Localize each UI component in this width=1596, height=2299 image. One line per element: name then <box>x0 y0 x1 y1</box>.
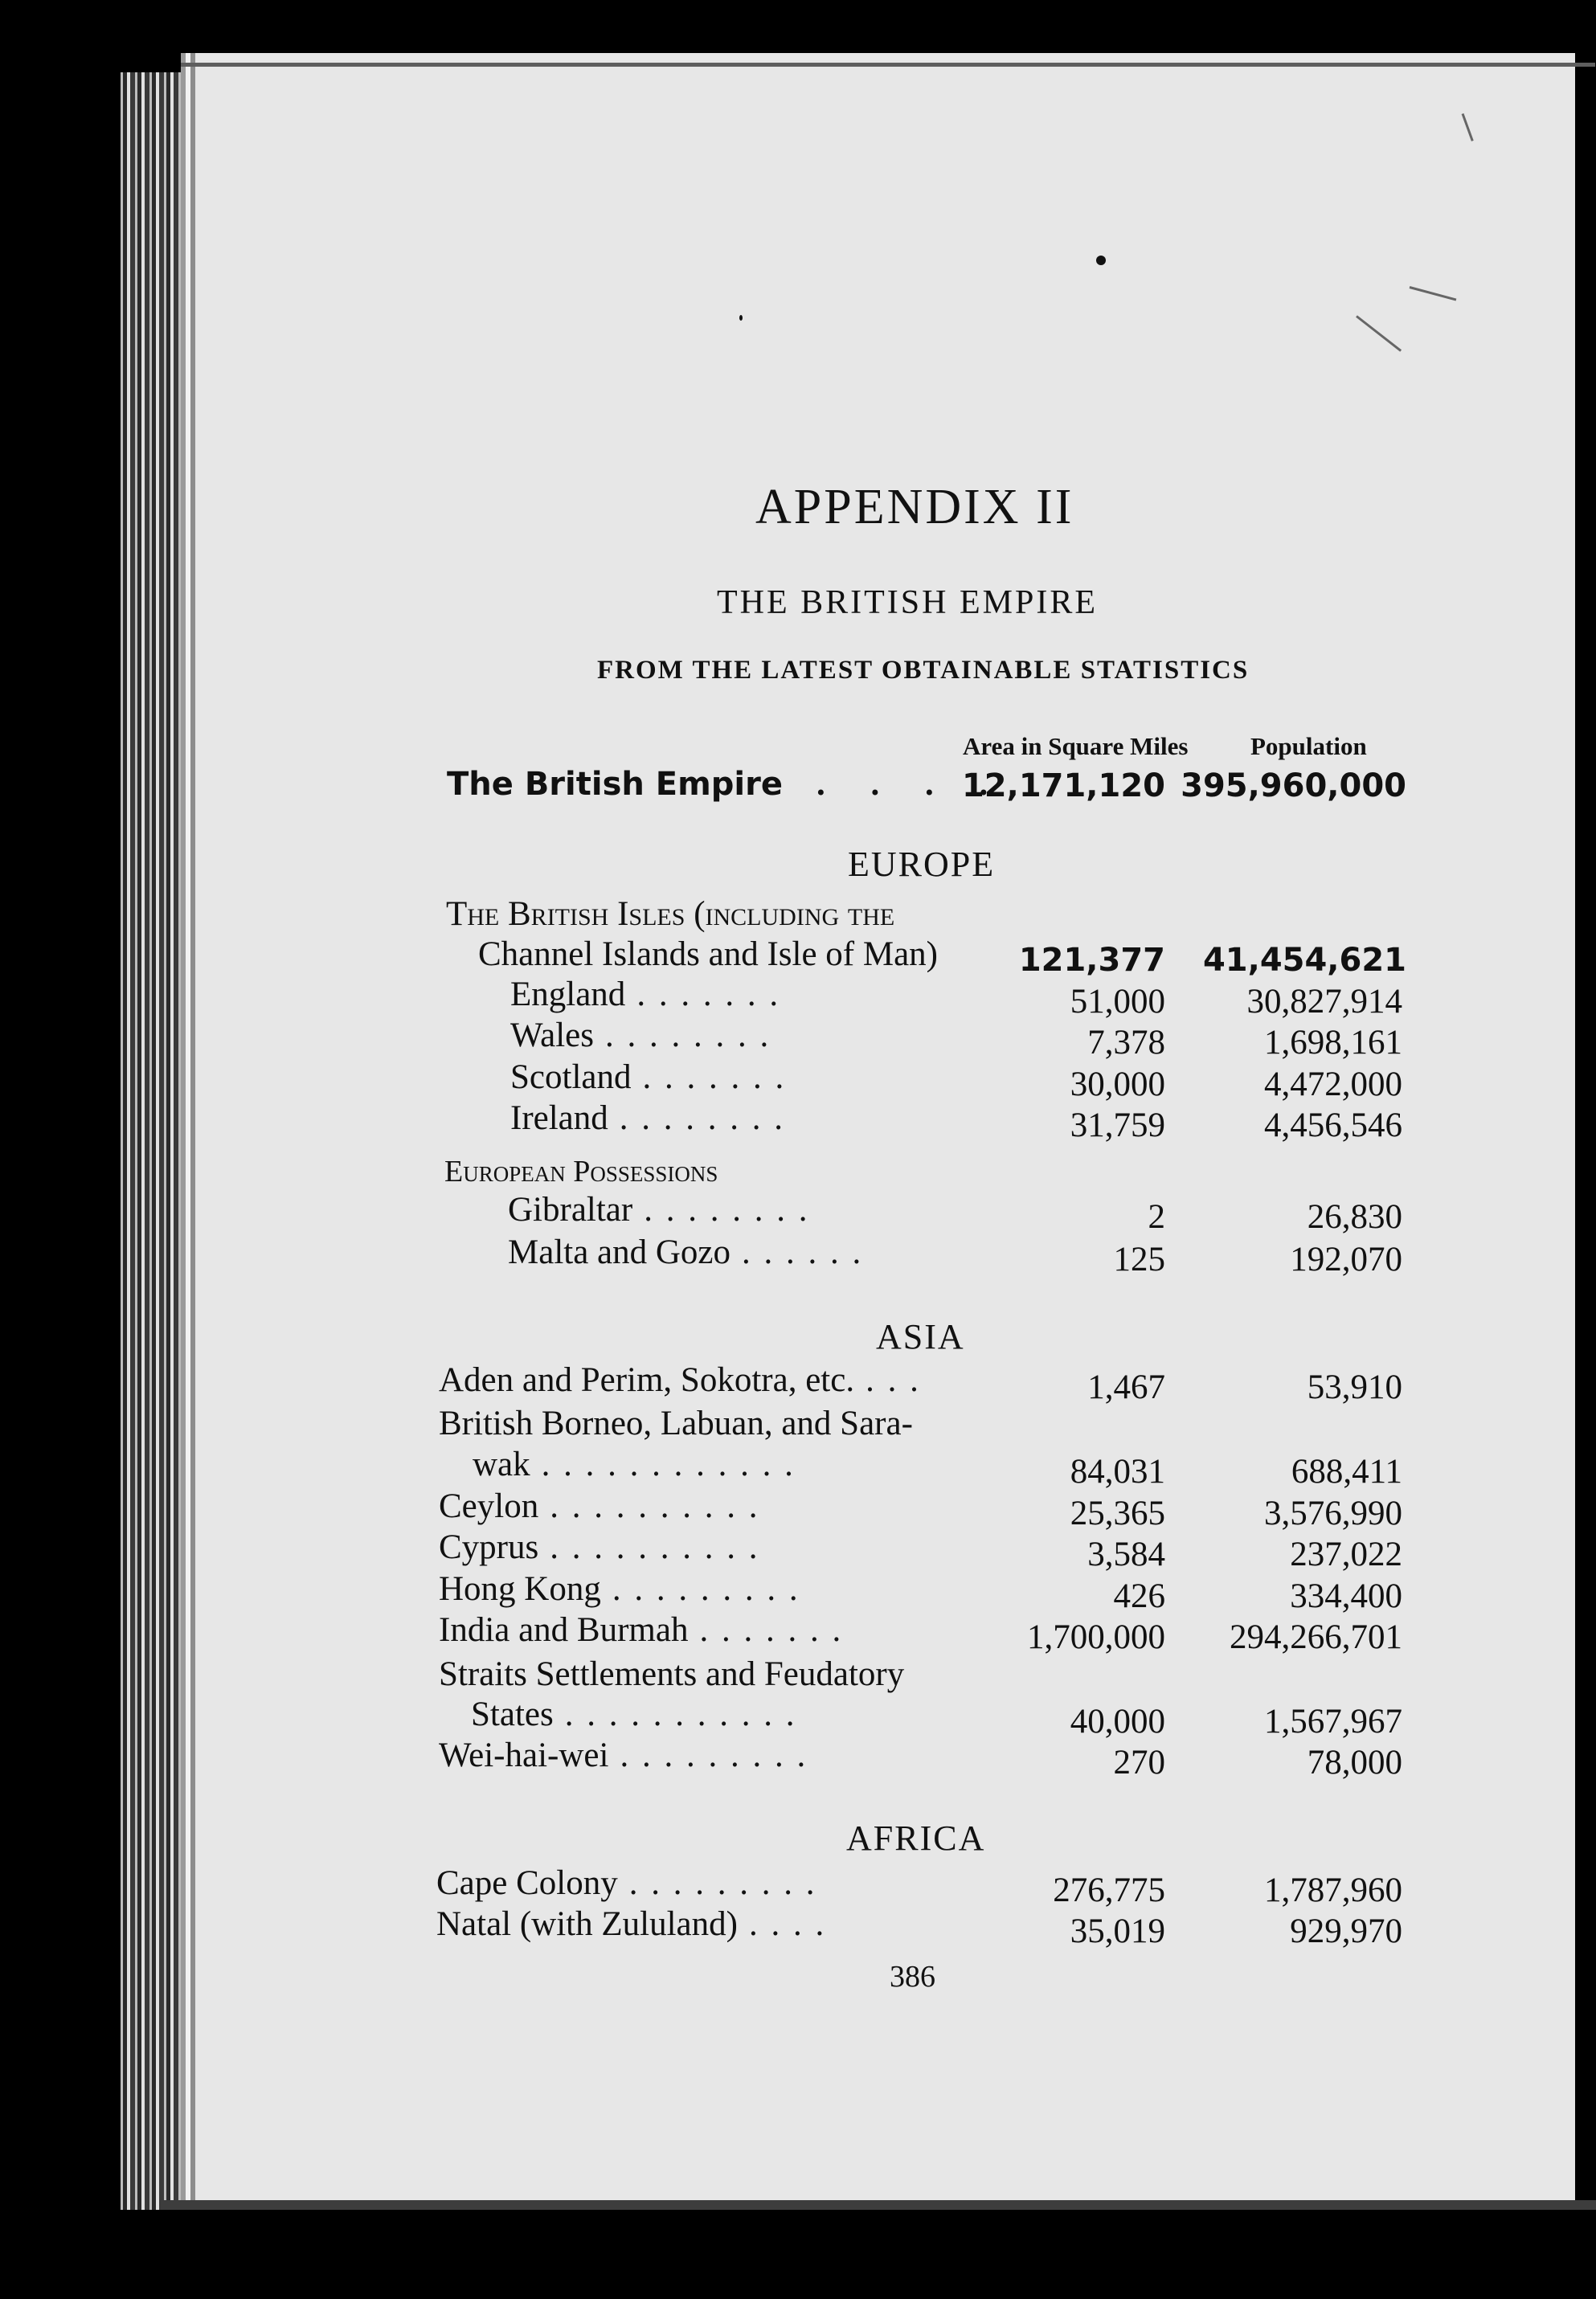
row-name: Hong Kong <box>439 1570 601 1608</box>
population-value: 4,472,000 <box>1264 1066 1402 1103</box>
leader-dots: . . . . . . . . <box>644 1191 808 1229</box>
area-value: 270 <box>1113 1744 1165 1782</box>
area-value: 51,000 <box>1070 983 1165 1021</box>
population-value: 53,910 <box>1307 1368 1402 1406</box>
row-name: Malta and Gozo <box>508 1233 731 1271</box>
leader-dots: . . . . . . . . . <box>612 1570 798 1608</box>
leader-dots: . . . . . . . . . <box>628 1864 815 1902</box>
row-name: European Possessions <box>444 1155 718 1188</box>
leader-dots: . . . . . . . . <box>619 1099 784 1137</box>
ink-speck <box>739 315 743 321</box>
area-value: 35,019 <box>1070 1912 1165 1950</box>
row-name: Straits Settlements and Feudatory <box>439 1655 905 1693</box>
leader-dots: . . . . <box>748 1905 825 1943</box>
row-name: Scotland <box>510 1058 632 1096</box>
area-value: 31,759 <box>1070 1107 1165 1144</box>
population-value: 3,576,990 <box>1264 1495 1402 1532</box>
area-value: 125 <box>1113 1241 1165 1278</box>
row-name: wak <box>473 1446 530 1483</box>
column-header-population: Population <box>1250 732 1367 760</box>
leader-dots: . . . <box>866 1361 919 1399</box>
appendix-title: APPENDIX II <box>755 480 1074 534</box>
row-name: The British Isles (including the <box>446 895 895 933</box>
row-name: British Borneo, Labuan, and Sara- <box>439 1405 913 1442</box>
area-value: 2 <box>1148 1198 1165 1236</box>
leader-dots: . . . . . . . <box>699 1611 841 1649</box>
leader-dots: . . . . . . . . . . <box>550 1528 758 1566</box>
population-value: 1,698,161 <box>1264 1024 1402 1062</box>
row-name: Ceylon <box>439 1487 539 1525</box>
british-isles-population: 41,454,621 <box>1202 942 1406 979</box>
empire-area: 12,171,120 <box>961 767 1165 804</box>
page-top-edge <box>181 63 1595 67</box>
empire-population: 395,960,000 <box>1181 767 1406 804</box>
row-name: States <box>471 1696 554 1733</box>
leader-dots: . . . . . . <box>742 1233 861 1271</box>
section-heading-asia: ASIA <box>876 1317 965 1356</box>
leader-dots: . . . . . . . <box>642 1058 784 1096</box>
leader-dots: . . . . . . . <box>636 976 779 1013</box>
area-value: 30,000 <box>1070 1066 1165 1103</box>
population-value: 688,411 <box>1291 1453 1402 1491</box>
population-value: 929,970 <box>1290 1912 1402 1950</box>
population-value: 1,787,960 <box>1264 1872 1402 1909</box>
population-value: 294,266,701 <box>1230 1618 1402 1656</box>
statistics-note: FROM THE LATEST OBTAINABLE STATISTICS <box>597 656 1250 685</box>
row-name: India and Burmah <box>439 1611 689 1649</box>
area-value: 40,000 <box>1070 1703 1165 1741</box>
area-value: 1,700,000 <box>1027 1618 1165 1656</box>
row-name: Wei-hai-wei <box>439 1737 609 1774</box>
population-value: 1,567,967 <box>1264 1703 1402 1741</box>
page-subtitle: THE BRITISH EMPIRE <box>717 584 1098 621</box>
leader-dots: . . . . . . . . . . . <box>564 1696 795 1733</box>
area-value: 3,584 <box>1087 1536 1165 1573</box>
population-value: 78,000 <box>1307 1744 1402 1782</box>
page-bottom-edge <box>161 2200 1596 2210</box>
british-isles-area: 121,377 <box>1018 942 1165 979</box>
area-value: 276,775 <box>1053 1872 1165 1909</box>
row-name: The British Empire <box>447 766 783 803</box>
leader-dots: . . . . . . . . . . <box>550 1487 758 1525</box>
population-value: 334,400 <box>1290 1577 1402 1615</box>
row-name: Cape Colony <box>436 1864 618 1902</box>
row-name: Aden and Perim, Sokotra, etc. <box>439 1361 855 1399</box>
row-name: Ireland <box>510 1099 608 1137</box>
section-heading-europe: EUROPE <box>848 845 996 884</box>
area-value: 426 <box>1113 1577 1165 1615</box>
area-value: 7,378 <box>1087 1024 1165 1062</box>
row-name: Channel Islands and Isle of Man) <box>478 935 938 973</box>
population-value: 26,830 <box>1307 1198 1402 1236</box>
row-name: Wales <box>510 1017 594 1054</box>
population-value: 237,022 <box>1290 1536 1402 1573</box>
leader-dots: . . . . . . . . <box>605 1017 769 1054</box>
population-value: 4,456,546 <box>1264 1107 1402 1144</box>
area-value: 25,365 <box>1070 1495 1165 1532</box>
row-name: Gibraltar <box>508 1191 633 1229</box>
population-value: 30,827,914 <box>1246 983 1402 1021</box>
page-number: 386 <box>890 1960 935 1994</box>
row-name: Natal (with Zululand) <box>436 1905 738 1943</box>
column-header-area: Area in Square Miles <box>963 732 1189 760</box>
leader-dots: . . . . . . . . . . . . <box>541 1446 793 1483</box>
section-heading-africa: AFRICA <box>846 1818 986 1858</box>
row-name: Cyprus <box>439 1528 539 1566</box>
area-value: 1,467 <box>1087 1368 1165 1406</box>
area-value: 84,031 <box>1070 1453 1165 1491</box>
ink-speck <box>1096 256 1106 265</box>
population-value: 192,070 <box>1290 1241 1402 1278</box>
leader-dots: . . . . <box>816 765 1007 803</box>
row-name: England <box>510 976 626 1013</box>
leader-dots: . . . . . . . . . <box>620 1737 806 1774</box>
